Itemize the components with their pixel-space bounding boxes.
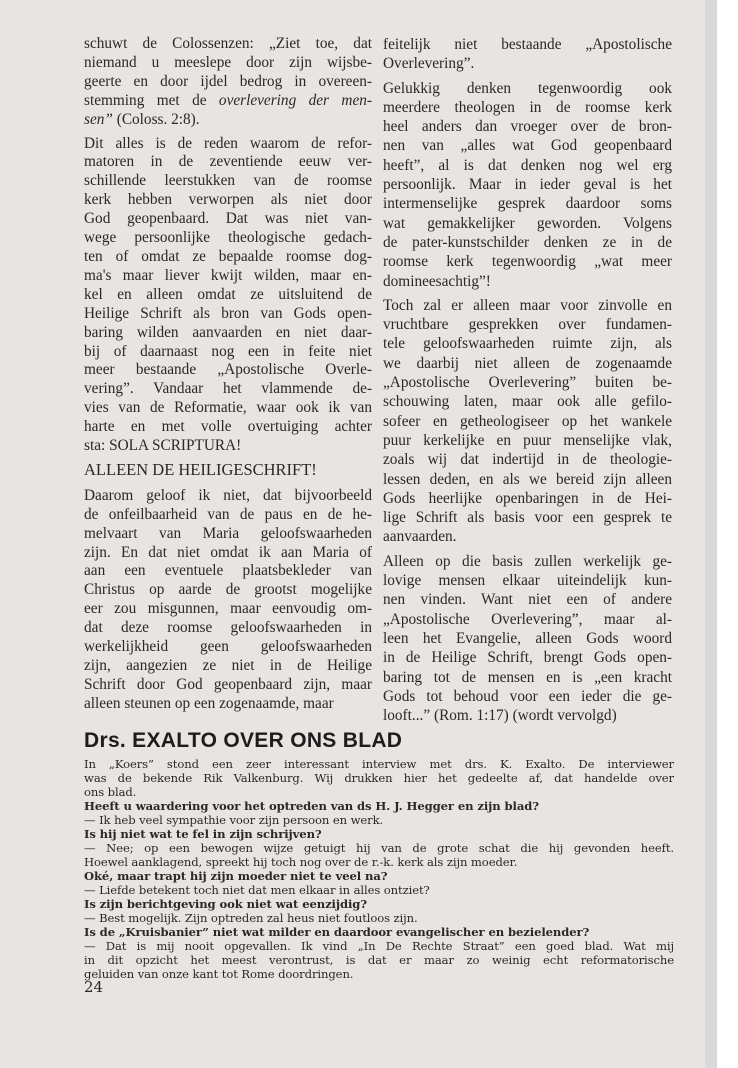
text-line: schouwing laten, maar ook alle gefilo-: [383, 393, 672, 411]
text-line: Dit alles is de reden waarom de refor-: [84, 134, 372, 152]
text-segment: (Coloss. 2:8).: [112, 110, 200, 128]
interview-question: Oké, maar trapt hij zijn moeder niet te veel na?: [84, 869, 388, 883]
interview-question: Is de „Kruisbanier” niet wat milder en daardoor evangelischer en bezielender?: [84, 925, 590, 939]
text-line: aanvaarden.: [383, 528, 457, 546]
text-line: schillende leerstukken van de roomse: [84, 172, 372, 190]
text-line: ma's maar liever kwijt wilden, maar en-: [84, 266, 372, 284]
paragraph: [84, 135, 372, 456]
article-right-column: [383, 35, 672, 730]
page-number: 24: [84, 978, 104, 996]
paragraph: [84, 487, 372, 714]
text-line: matoren in de zeventiende eeuw ver-: [84, 153, 372, 171]
interview-text: was de bekende Rik Valkenburg. Wij drukken hier het gedeelte af, dat handelde over: [84, 771, 674, 785]
text-line: eer zou misgunnen, maar eenvoudig om-: [84, 600, 372, 618]
text-line: wege persoonlijke theologische gedach-: [84, 229, 372, 247]
text-line: niemand u meeslepe door zijn wijsbe-: [84, 53, 372, 71]
text-line: we daarbij niet alleen de zogenaamde: [383, 354, 672, 372]
text-line: roomse kerk tegenwoordig „wat meer: [383, 253, 672, 271]
text-segment: stemming met de: [84, 91, 219, 109]
text-line: kel en alleen omdat ze uitsluitend de: [84, 285, 372, 303]
text-line: heeft”, al is dat denken nog wel erg: [383, 156, 672, 174]
text-line: kerk hebben verworpen als niet door: [84, 191, 372, 209]
text-line: nen van „alles wat God geopenbaard: [383, 137, 672, 155]
text-line: lessen deden, en als we bereid zijn alleen: [383, 470, 672, 488]
text-line: vering”. Vandaar het vlammende de-: [84, 380, 372, 398]
interview-text: — Nee; op een bewogen wijze getuigt hij van de grote schat die hij gevonden heeft.: [84, 841, 674, 855]
text-line: Gods tot behoud voor een ieder die ge-: [383, 687, 672, 705]
paragraph: [383, 296, 672, 547]
text-line: vies van de Reformatie, waar ook ik van: [84, 399, 372, 417]
text-line: Gods heerlijke openbaringen in de Hei-: [383, 489, 672, 507]
text-line: lovige mensen elkaar uiteindelijk kun-: [383, 572, 672, 590]
interview-question: Heeft u waardering voor het optreden van ds H. J. Hegger en zijn blad?: [84, 799, 539, 813]
text-line: looft...” (Rom. 1:17) (wordt vervolgd): [383, 707, 617, 725]
text-line: meer bestaande „Apostolische Overle-: [84, 361, 372, 379]
text-line: leen het Evangelie, alleen Gods woord: [383, 629, 672, 647]
text-line: Alleen op die basis zullen werkelijk ge-: [383, 552, 672, 570]
text-line: Overlevering”.: [383, 55, 475, 73]
interview-text: in dit opzicht het meest verontrust, is dat er maar zo weinig echt reformatorische: [84, 953, 674, 967]
text-line: ten of omdat ze bepaalde roomse dog-: [84, 247, 372, 265]
text-line: Heilige Schrift als bron van Gods open-: [84, 304, 372, 322]
text-line: „Apostolische Overlevering” buiten be-: [383, 374, 672, 392]
text-line: persoonlijk. Maar in ieder geval is het: [383, 176, 672, 194]
text-line: wat gemakkelijker geworden. Volgens: [383, 214, 672, 232]
interview-text: In „Koers” stond een zeer interessant interview met drs. K. Exalto. De interviewer: [84, 757, 674, 771]
italic-text: overlevering der men-: [218, 91, 372, 109]
text-line: intermenselijke gesprek daardoor soms: [383, 195, 672, 213]
text-line: heel anders dan vroeger over de bron-: [383, 118, 672, 136]
text-line: tele geloofswaarheden ruimte zijn, als: [383, 335, 672, 353]
text-line: puur kerkelijke en puur menselijke vlak,: [383, 431, 672, 449]
interview-text: geluiden van onze kant tot Rome doordringen.: [84, 967, 354, 981]
text-line: harte en met volle overtuiging achter: [84, 418, 372, 436]
paragraph: [383, 552, 672, 726]
text-line: domineesachtig”!: [383, 272, 491, 290]
text-line: baring tot de mensen en is „een kracht: [383, 668, 672, 686]
text-line: Schrift door God geopenbaard zijn, maar: [84, 675, 372, 693]
text-line: zijn, aangezien ze niet in de Heilige: [84, 657, 372, 674]
interview-question: Is hij niet wat te fel in zijn schrijven?: [84, 827, 322, 841]
text-line: werkelijkheid geen geloofswaarheden: [84, 638, 372, 656]
interview-question: Is zijn berichtgeving ook niet wat eenzijdig?: [84, 897, 367, 911]
emphasis-line: ALLEEN DE HEILIGESCHRIFT!: [84, 459, 317, 479]
page-edge-shadow: [705, 0, 717, 1068]
interview-text: Hoewel aanklagend, spreekt hij toch nog over de r.-k. kerk als zijn moeder.: [84, 855, 518, 869]
text-line: sta: SOLA SCRIPTURA!: [84, 437, 242, 455]
text-line: God geopenbaard. Dat was niet van-: [84, 210, 372, 228]
text-line: lige Schrift als basis voor een gesprek te: [383, 509, 672, 527]
italic-text: sen”: [84, 110, 113, 128]
text-line: [84, 92, 372, 111]
paragraph: [383, 79, 672, 291]
text-line: de pater-kunstschilder denken ze in de: [383, 233, 672, 251]
text-line: vruchtbare gesprekken over fundamen-: [383, 316, 672, 334]
text-line: nen vinden. Want niet een of andere: [383, 591, 672, 609]
interview-text: — Dat is mij nooit opgevallen. Ik vind „In De Rechte Straat” een goed blad. Wat mij: [84, 939, 674, 953]
text-line: „Apostolische Overlevering”, maar al-: [383, 610, 672, 628]
text-line: aan een eventuele plaatsbekleder van: [84, 562, 372, 580]
text-line: Gelukkig denken tegenwoordig ook: [383, 79, 672, 97]
text-line: sofeer en getheologiseer op het wankele: [383, 412, 672, 430]
text-line: Daarom geloof ik niet, dat bijvoorbeeld: [84, 486, 372, 504]
article-left-column: [84, 35, 372, 719]
text-line: schuwt de Colossenzen: „Ziet toe, dat: [84, 35, 372, 52]
text-line: alleen steunen op een zogenaamde, maar: [84, 694, 334, 712]
text-line: meerdere theologen in de roomse kerk: [383, 98, 672, 116]
interview-text: — Ik heb veel sympathie voor zijn persoon en werk.: [84, 813, 384, 827]
interview-body: [84, 757, 674, 981]
text-line: de onfeilbaarheid van de paus en de he-: [84, 505, 372, 523]
text-line: feitelijk niet bestaande „Apostolische: [383, 36, 672, 53]
text-line: dat deze roomse geloofswaarheden in: [84, 619, 372, 637]
interview-text: ons blad.: [84, 785, 137, 799]
text-line: geerte en door ijdel bedrog in overeen-: [84, 72, 372, 90]
text-line: Toch zal er alleen maar voor zinvolle en: [383, 296, 672, 314]
text-line: [84, 111, 372, 130]
interview-heading: Drs. EXALTO OVER ONS BLAD: [84, 729, 403, 752]
text-line: in de Heilige Schrift, brengt Gods open-: [383, 649, 672, 667]
text-line: zijn. En dat niet omdat ik aan Maria of: [84, 543, 372, 561]
paragraph: [84, 35, 372, 130]
text-line: baring wilden aanvaarden en niet daar-: [84, 323, 372, 341]
text-line: bij of daarnaast nog een in feite niet: [84, 342, 372, 360]
text-line: melvaart van Maria geloofswaarheden: [84, 524, 372, 542]
interview-text: — Liefde betekent toch niet dat men elkaar in alles ontziet?: [84, 883, 430, 897]
interview-text: — Best mogelijk. Zijn optreden zal heus niet foutloos zijn.: [84, 911, 418, 925]
text-line: zoals wij dat indertijd in de theologie-: [383, 451, 672, 469]
text-line: Christus op aarde de grootst mogelijke: [84, 581, 372, 599]
paragraph: [383, 35, 672, 74]
